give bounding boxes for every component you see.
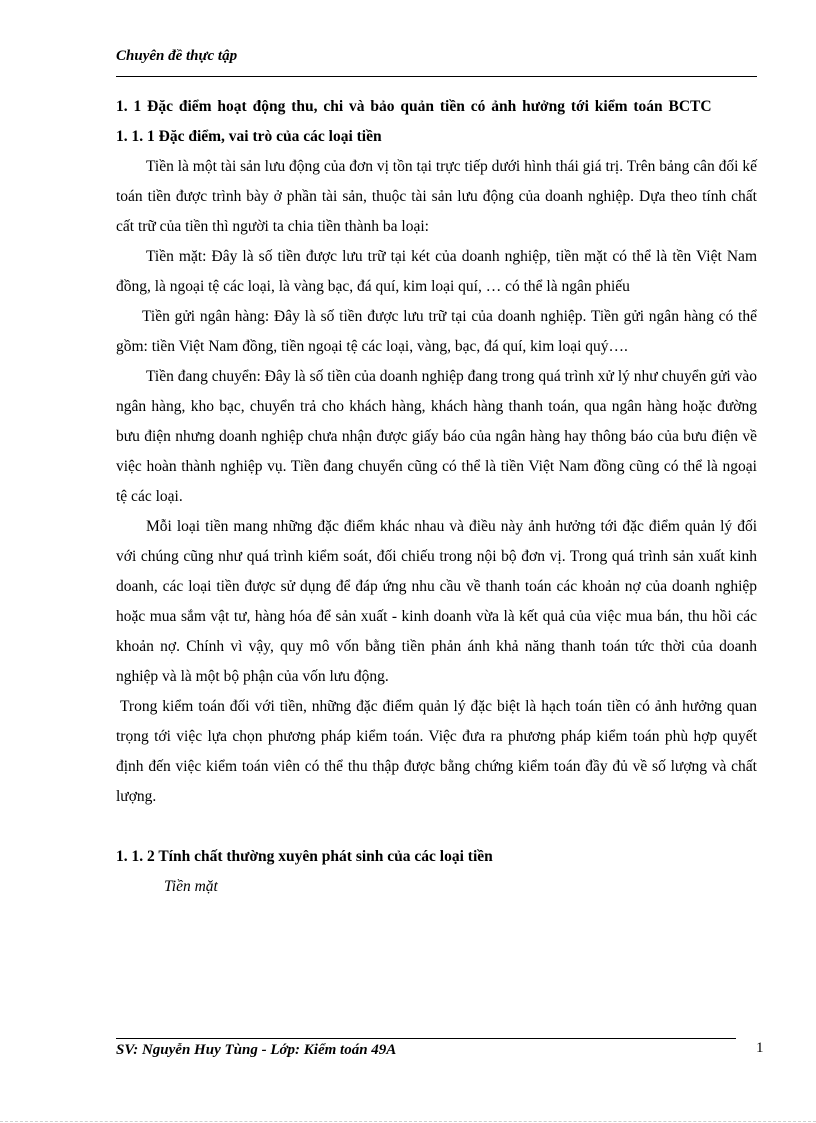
footer-divider [116,1038,736,1039]
subheading-cash: Tiền mặt [164,878,218,895]
paragraph-audit: Trong kiểm toán đối với tiền, những đặc điểm quản lý đặc biệt là hạch toán tiền có ảnh hưởng quan trọng tới việc lựa chọn phương pháp kiểm toán. Việc đưa ra phương pháp kiểm toán phù hợp quyết định đến việc kiểm toán viên có thể thu thập được bằng chứng kiểm toán đầy đủ về số lượng và chất lượng. [116,698,757,805]
running-footer: SV: Nguyễn Huy Tùng - Lớp: Kiểm toán 49A [116,1042,397,1058]
paragraph-cash-in-transit: Tiền đang chuyển: Đây là số tiền của doanh nghiệp đang trong quá trình xử lý như chuyển gửi vào ngân hàng, kho bạc, chuyển trả cho khách hàng, khách hàng thanh toán, qua ngân hàng hoặc đường bưu điện nhưng doanh nghiệp chưa nhận được giấy báo của ngân hàng hay thông báo của bưu điện về việc hoàn thành nghiệp vụ. Tiền đang chuyển cũng có thể là tiền Việt Nam đồng cũng có thể là ngoại tệ các loại. [116,368,757,505]
paragraph-characteristics: Mỗi loại tiền mang những đặc điểm khác nhau và điều này ảnh hưởng tới đặc điểm quản lý đối với chúng cũng như quá trình kiểm soát, đối chiếu trong nội bộ đơn vị. Trong quá trình sản xuất kinh doanh, các loại tiền được sử dụng để đáp ứng nhu cầu về thanh toán các khoản nợ của doanh nghiệp hoặc mua sắm vật tư, hàng hóa để sản xuất - kinh doanh vừa là kết quả của việc mua bán, thu hồi các khoản nợ. Chính vì vậy, quy mô vốn bằng tiền phản ánh khả năng thanh toán tức thời của doanh nghiệp và là một bộ phận của vốn lưu động. [116,518,757,685]
header-divider [116,76,757,77]
paragraph-spacer [116,812,757,842]
section-heading-1-1: 1. 1 Đặc điểm hoạt động thu, chi và bảo quản tiền có ảnh hưởng tới kiểm toán BCTC [116,98,712,115]
paragraph-intro: Tiền là một tài sản lưu động của đơn vị tồn tại trực tiếp dưới hình thái giá trị. Trên bảng cân đối kế toán tiền được trình bày ở phần tài sản, thuộc tài sản lưu động của doanh nghiệp. Dựa theo tính chất cất trữ của tiền thì người ta chia tiền thành ba loại: [116,158,757,235]
document-body [116,92,757,902]
subsection-heading-1-1-2: 1. 1. 2 Tính chất thường xuyên phát sinh của các loại tiền [116,848,493,865]
page-bottom-edge [0,1121,816,1122]
paragraph-bank-deposit: Tiền gửi ngân hàng: Đây là số tiền được lưu trữ tại của doanh nghiệp. Tiền gửi ngân hàng có thể gồm: tiền Việt Nam đồng, tiền ngoại tệ các loại, vàng, bạc, đá quí, kim loại quý…. [116,308,757,355]
paragraph-cash: Tiền mặt: Đây là số tiền được lưu trữ tại két của doanh nghiệp, tiền mặt có thể là tền Việt Nam đồng, là ngoại tệ các loại, là vàng bạc, đá quí, kim loại quí, … có thể là ngân phiếu [116,248,757,295]
running-header: Chuyên đề thực tập [116,48,238,64]
page-number: 1 [756,1040,764,1056]
subsection-heading-1-1-1: 1. 1. 1 Đặc điểm, vai trò của các loại tiền [116,128,382,145]
